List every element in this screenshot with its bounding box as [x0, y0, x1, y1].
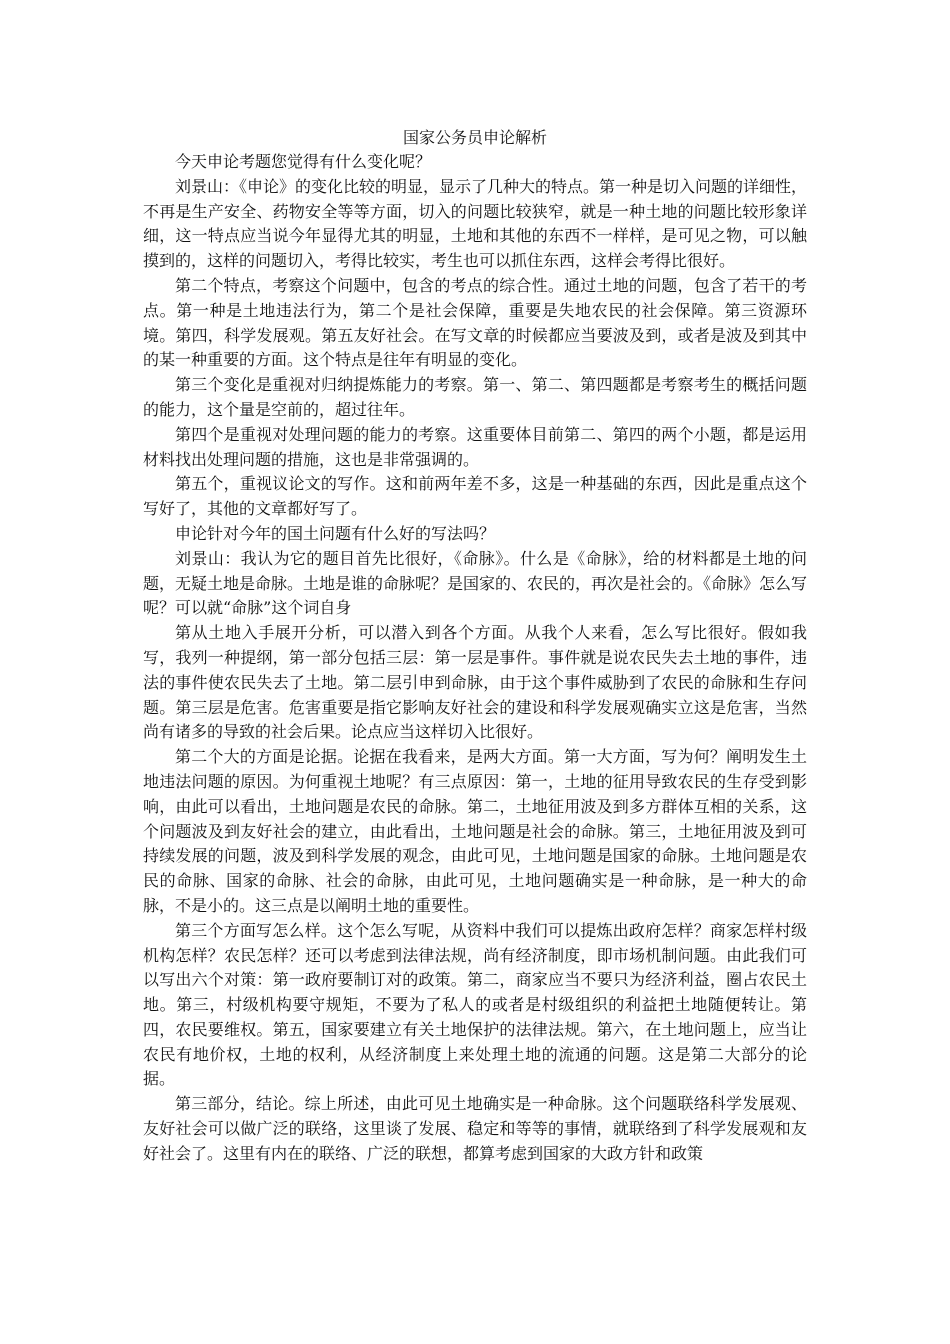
paragraph-answer-title: 刘景山：我认为它的题目首先比很好，《命脉》。什么是《命脉》，给的材料都是土地的问题，无疑土地是命脉。土地是谁的命脉呢？是国家的、农民的，再次是社会的。《命脉》怎么写呢？可以就“命脉”这个词自身 — [143, 548, 808, 618]
paragraph-outline-part-1: 第从土地入手展开分析，可以潜入到各个方面。从我个人来看，怎么写比很好。假如我写，我列一种提纲，第一部分包括三层：第一层是事件。事件就是说农民失去土地的事件，违法的事件使农民失去了土地。第二层引申到命脉，由于这个事件威胁到了农民的命脉和生存问题。第三层是危害。危害重要是指它影响友好社会的建设和科学发展观确实立这是危害，当然尚有诸多的导致的社会后果。论点应当这样切入比很好。 — [143, 623, 807, 742]
paragraph-feature-3: 第三个变化是重视对归纳提炼能力的考察。第一、第二、第四题都是考察考生的概括问题的能力，这个量是空前的，超过往年。 — [143, 375, 807, 419]
paragraph-answer-feature-1: 刘景山：《申论》的变化比较的明显，显示了几种大的特点。第一种是切入问题的详细性，不再是生产安全、药物安全等等方面，切入的问题比较狭窄，就是一种土地的问题比较形象详细，这一特点应当说今年显得尤其的明显，土地和其他的东西不一样样，是可见之物，可以触摸到的，这样的问题切入，考得比较实，考生也可以抓住东西，这样会考得比很好。 — [143, 176, 808, 271]
paragraph-feature-5: 第五个，重视议论文的写作。这和前两年差不多，这是一种基础的东西，因此是重点这个写好了，其他的文章都好写了。 — [143, 474, 807, 519]
paragraph-question-1: 今天申论考题您觉得有什么变化呢？ — [175, 152, 432, 171]
paragraph-question-2: 申论针对今年的国土问题有什么好的写法吗？ — [175, 523, 496, 543]
document-title: 国家公务员申论解析 — [402, 128, 547, 147]
paragraph-feature-2: 第二个特点，考察这个问题中，包含的考点的综合性。通过土地的问题，包含了若干的考点。第一种是土地违法行为，第二个是社会保障，重要是失地农民的社会保障。第三资源环境。第四，科学发展观。第五友好社会。在写文章的时候都应当要波及到，或者是波及到其中的某一种重要的方面。这个特点是往年有明显的变化。 — [143, 275, 807, 370]
document-body — [143, 126, 807, 1167]
paragraph-conclusion: 第三部分，结论。综上所述，由此可见土地确实是一种命脉。这个问题联络科学发展观、友好社会可以做广泛的联络，这里谈了发展、稳定和等等的事情，就联络到了科学发展观和友好社会了。这里有内在的联络、广泛的联想，都算考虑到国家的大政方针和政策 — [143, 1094, 807, 1163]
paragraph-arguments: 第二个大的方面是论据。论据在我看来，是两大方面。第一大方面，写为何？阐明发生土地违法问题的原因。为何重视土地呢？有三点原因：第一，土地的征用导致农民的生存受到影响，由此可以看出，土地问题是农民的命脉。第二，土地征用波及到多方群体互相的关系，这个问题波及到友好社会的建立，由此看出，土地问题是社会的命脉。第三，土地征用波及到可持续发展的问题，波及到科学发展的观念，由此可见，土地问题是国家的命脉。土地问题是农民的命脉、国家的命脉、社会的命脉，由此可见，土地问题确实是一种命脉，是一种大的命脉，不是小的。这三点是以阐明土地的重要性。 — [143, 747, 807, 915]
paragraph-feature-4: 第四个是重视对处理问题的能力的考察。这重要体目前第二、第四的两个小题，都是运用材料找出处理问题的措施，这也是非常强调的。 — [143, 424, 807, 469]
paragraph-countermeasures: 第三个方面写怎么样。这个怎么写呢，从资料中我们可以提炼出政府怎样？商家怎样村级机构怎样？农民怎样？还可以考虑到法律法规，尚有经济制度，即市场机制问题。由此我们可以写出六个对策：第一政府要制订对的政策。第二，商家应当不要只为经济利益，圈占农民土地。第三，村级机构要守规矩，不要为了私人的或者是村级组织的利益把土地随便转让。第四，农民要维权。第五，国家要建立有关土地保护的法律法规。第六，在土地问题上，应当让农民有地价权，土地的权利，从经济制度上来处理土地的流通的问题。这是第二大部分的论据。 — [143, 920, 807, 1089]
